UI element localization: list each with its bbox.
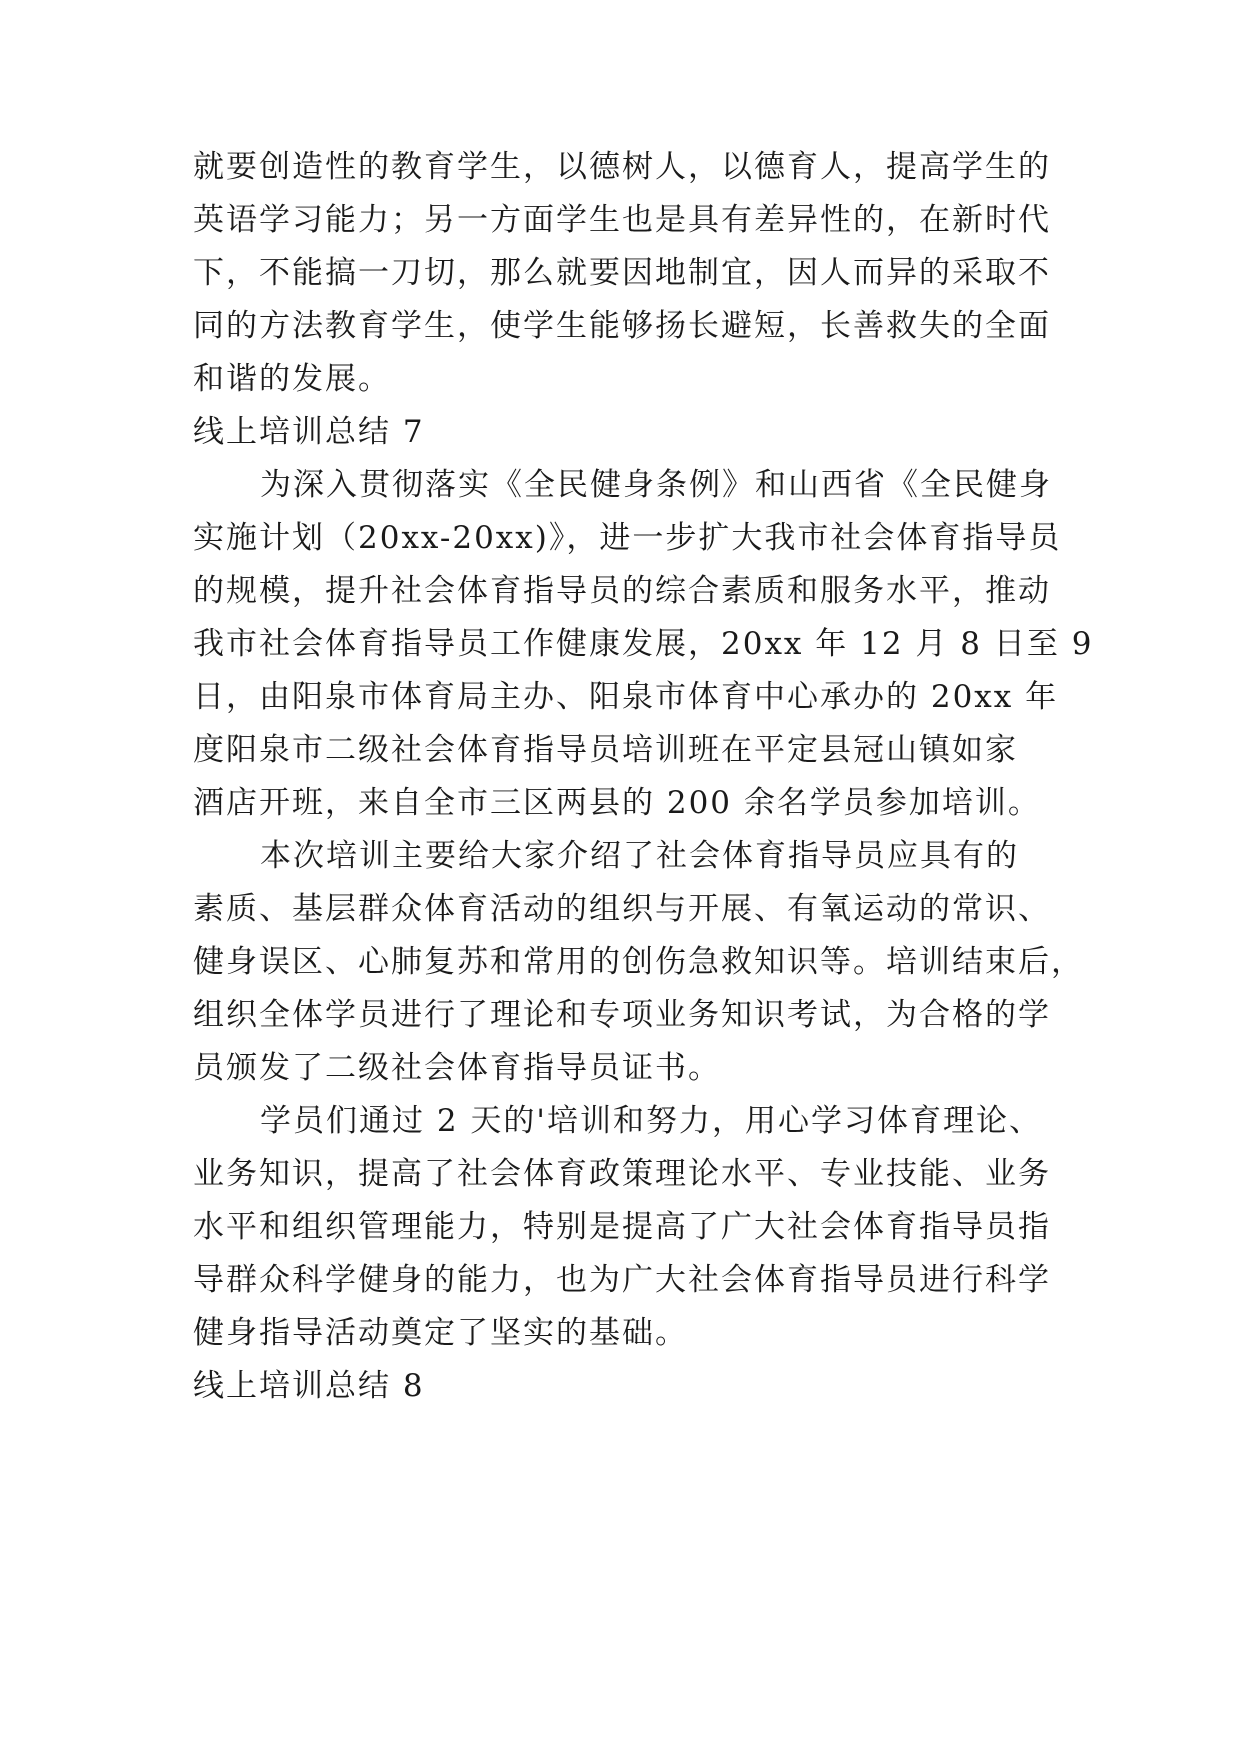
paragraph-line: 同的方法教育学生，使学生能够扬长避短，长善救失的全面	[193, 308, 1051, 344]
section-heading: 线上培训总结 8	[193, 1368, 425, 1404]
paragraph-line: 员颁发了二级社会体育指导员证书。	[193, 1050, 721, 1086]
paragraph-line: 日，由阳泉市体育局主办、阳泉市体育中心承办的 20xx 年	[193, 679, 1059, 715]
paragraph-line: 健身指导活动奠定了坚实的基础。	[193, 1315, 688, 1351]
paragraph-line: 学员们通过 2 天的'培训和努力，用心学习体育理论、	[260, 1103, 1042, 1139]
paragraph-line: 就要创造性的教育学生，以德树人，以德育人，提高学生的	[193, 149, 1051, 185]
section-heading: 线上培训总结 7	[193, 414, 425, 450]
paragraph-line: 为深入贯彻落实《全民健身条例》和山西省《全民健身	[260, 467, 1052, 503]
paragraph-line: 素质、基层群众体育活动的组织与开展、有氧运动的常识、	[193, 891, 1051, 927]
paragraph-line: 健身误区、心肺复苏和常用的创伤急救知识等。培训结束后，	[193, 944, 1084, 980]
paragraph-line: 业务知识，提高了社会体育政策理论水平、专业技能、业务	[193, 1156, 1051, 1192]
paragraph-line: 本次培训主要给大家介绍了社会体育指导员应具有的	[260, 838, 1019, 874]
paragraph-line: 和谐的发展。	[193, 361, 391, 397]
paragraph-line: 我市社会体育指导员工作健康发展，20xx 年 12 月 8 日至 9	[193, 626, 1094, 662]
paragraph-line: 酒店开班，来自全市三区两县的 200 余名学员参加培训。	[193, 785, 1041, 821]
paragraph-line: 英语学习能力；另一方面学生也是具有差异性的，在新时代	[193, 202, 1051, 238]
paragraph-line: 下，不能搞一刀切，那么就要因地制宜，因人而异的采取不	[193, 255, 1051, 291]
paragraph-line: 组织全体学员进行了理论和专项业务知识考试，为合格的学	[193, 997, 1051, 1033]
paragraph-line: 度阳泉市二级社会体育指导员培训班在平定县冠山镇如家	[193, 732, 1018, 768]
paragraph-line: 导群众科学健身的能力，也为广大社会体育指导员进行科学	[193, 1262, 1051, 1298]
paragraph-line: 实施计划（20xx-20xx)》，进一步扩大我市社会体育指导员	[193, 520, 1062, 556]
paragraph-line: 水平和组织管理能力，特别是提高了广大社会体育指导员指	[193, 1209, 1051, 1245]
paragraph-line: 的规模，提升社会体育指导员的综合素质和服务水平，推动	[193, 573, 1051, 609]
